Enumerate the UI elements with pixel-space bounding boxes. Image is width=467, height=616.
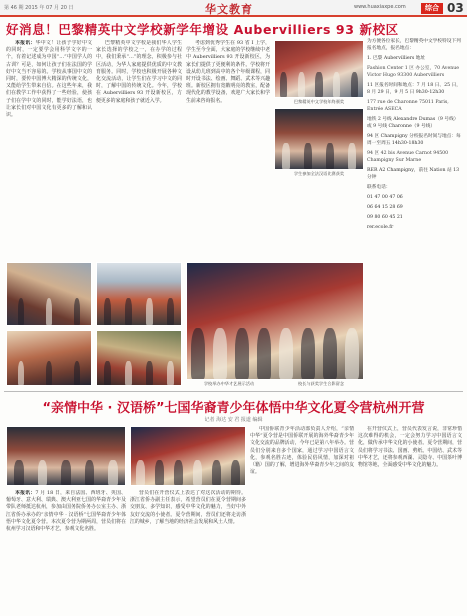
issue-date: 第 46 期 2015 年 07 月 20 日 [4,5,74,11]
info-addr3-detail: 94 区 42 bis Avenue Carnot 94500 Champigny Sur Marne [367,151,449,163]
info-addr2: 177 rue de Charonne 75011 Paris, Entrée ASECA [367,100,449,112]
photo-caption: 巴黎精英中文学校年终颁奖 [293,99,345,104]
info-addr1-title: 1. 巴黎 Aubervilliers 地址 [367,56,426,61]
article2-col1-text: 7 月 18 日，来自法国、西班牙、英国、葡萄牙、意大利、瑞典、澳大利亚七国的华裔青少年及带队老师抵达杭州，参加由国务院侨务办公室主办、浙江省侨办承办的“亲情中华 · 汉语桥”七国华裔青少年体悟中华文化夏令营。本次夏令营为期两周，营员们将在杭州学习汉语和中华才艺，参观文化名胜。 [6,490,126,533]
article1-photo-1 [274,40,364,98]
info-period: 11 区报名时间和地点：7 月 18 日、25 日，8 月 29 日，9 月 5 日 9h30-12h30 [367,83,461,95]
article1-col2-text: 巴黎精英中文学校是我们华人学生家长选择的学校之一，在办学的过程中，我们秉承“…”的理念，积极参与社区活动，为华人家庭提供优质的中文教育服务。同时，学校也积极开展各种文化交流活动，让学生们在学习中文的同时，了解中国的传统文化。今年，学校在 Aubervilliers 93 开设新校区，方便更多的家庭和孩子就近入学。 [96,40,182,104]
article1-photo-3 [6,262,92,326]
page-number: 03 [447,1,464,15]
article2-column-1 [6,490,126,612]
article2-col4-text: 在开营仪式上，营员代表发言说，非常珍惜这次难得的机会，一定会努力学习中国语言文化，做传承中华文化的小使者。夏令营期间，营员们将学习书法、国画、剪纸、中国结、武术等中华才艺，还将参观西湖、灵隐寺、中国茶叶博物馆等地，全面感受中华文化的魅力。 [358,426,462,469]
byline: 本报讯： [15,490,36,496]
registration-info [367,38,463,294]
photo-caption: 校长与获奖学生合影留念 [297,381,345,386]
section-badge: 综合 [421,3,443,14]
article1-col1-text: 华中文！让孩子学好中文的同时，一定要学会用科学文字的一个，有着记述成为中国“…”中国学人的古训？可是，如何让孩子们在法国的学好中文当不容易的。学校从事国中文的同时，要传中国博大精深的传统文化，又能给学生带来自信。在这些年来，我们在教学工作中获得了一些经验，使孩子们在学中文的同时，能学好法语，也让家长们对中国文化有更多的了解和认识。 [6,40,92,119]
article2-headline: “亲情中华 · 汉语桥”七国华裔青少年体悟中华文化夏令营杭州开营 [42,401,425,416]
info-rer: RER A2 Champigny，前往 Nation 站 13 分钟 [367,168,460,180]
info-addr1: Fashion Center 1 区 办公室，70 Avenue Victor Hugo 93300 Aubervilliers [367,66,460,78]
article1-col3-text: 考虑到优秀学生在 93 省 I 上学，学生至今全面，大家庭的学校继续中老中 Aubervilliers 93 开设新校区，为家长们提供了更便利的条件。学校将开设从幼儿班到高中的各个年级课程，同时开设书法、绘画、舞蹈、武术等兴趣班。新校区拥有宽敞明亮的教室，配备现代化的教学设备，欢迎广大家长和学生前来咨询报名。 [186,40,270,104]
article2-column-4 [358,426,462,612]
article1-column-3 [186,40,270,256]
website-url[interactable]: www.huaxiaxpe.com [354,4,406,10]
article1-headline: 好消息！巴黎精英中文学校新学年增设 Aubervilliers 93 新校区 [6,22,399,37]
article2-col3-text: 中国侨联青少年活动部负责人介绍，“亲情中华”夏令营是中国侨联开展的海外华裔青少年文化交流的品牌活动，今年已是第八年举办。营员们分别来自多个国家，通过学习中国语言文化，参观名胜古迹，体验民俗风情，加深对祖（籍）国的了解，增进海外华裔青少年之间的友谊。 [250,426,354,476]
info-addr2-metro: 地铁 2 号线 Alexandre Dumas（9 号线）或 9 号线 Charonne（9 号线） [367,117,459,129]
phone-2[interactable]: 06 64 15 28 69 [367,205,403,210]
article1-photo-7 [186,262,364,380]
email-address[interactable]: rer.ecole.fr [367,225,394,230]
article2-column-3 [250,426,354,612]
article2-photo-1 [6,426,126,486]
article2-column-2 [130,490,246,612]
article1-column-2 [96,40,182,256]
info-addr3: 94 区 Champigny 分校报名时间与地点：每周一至周五 14h30-18h30 [367,134,461,146]
article2-col2-text: 营员们在开营仪式上表达了对这次活动的期待。浙江省侨办副主任表示，希望营员们在夏令营期间多交朋友、多学知识，感受中华文化的魅力，当好中外友好交流的小使者。夏令营期间，营员们还将走访浙江的城乡，了解当地的经济社会发展和风土人情。 [130,490,246,525]
article1-photo-6 [96,330,182,386]
page-header [0,0,467,17]
photo-caption: 学生参加全法汉语比赛获奖 [293,171,345,176]
article2-photo-2 [130,426,246,486]
article2-credit: 记者 海达 安 君 报道 编辑 [204,417,263,423]
article1-photo-2 [274,108,364,170]
article1-photo-4 [96,262,182,326]
phone-1[interactable]: 01 47 00 47 06 [367,195,403,200]
contact-label: 联系电话： [367,185,391,190]
section-divider [4,391,463,392]
article1-photo-5 [6,330,92,386]
article1-column-1 [6,40,92,256]
byline: 本报讯： [15,40,36,46]
info-intro: 为方便各位家长，巴黎精英中文学校特设下列报名地点，报名地点： [367,39,461,51]
newspaper-brand: 华文教育 [205,3,253,16]
photo-caption: 学校举办中华才艺展示活动 [203,381,255,386]
phone-3[interactable]: 09 80 60 45 21 [367,215,403,220]
